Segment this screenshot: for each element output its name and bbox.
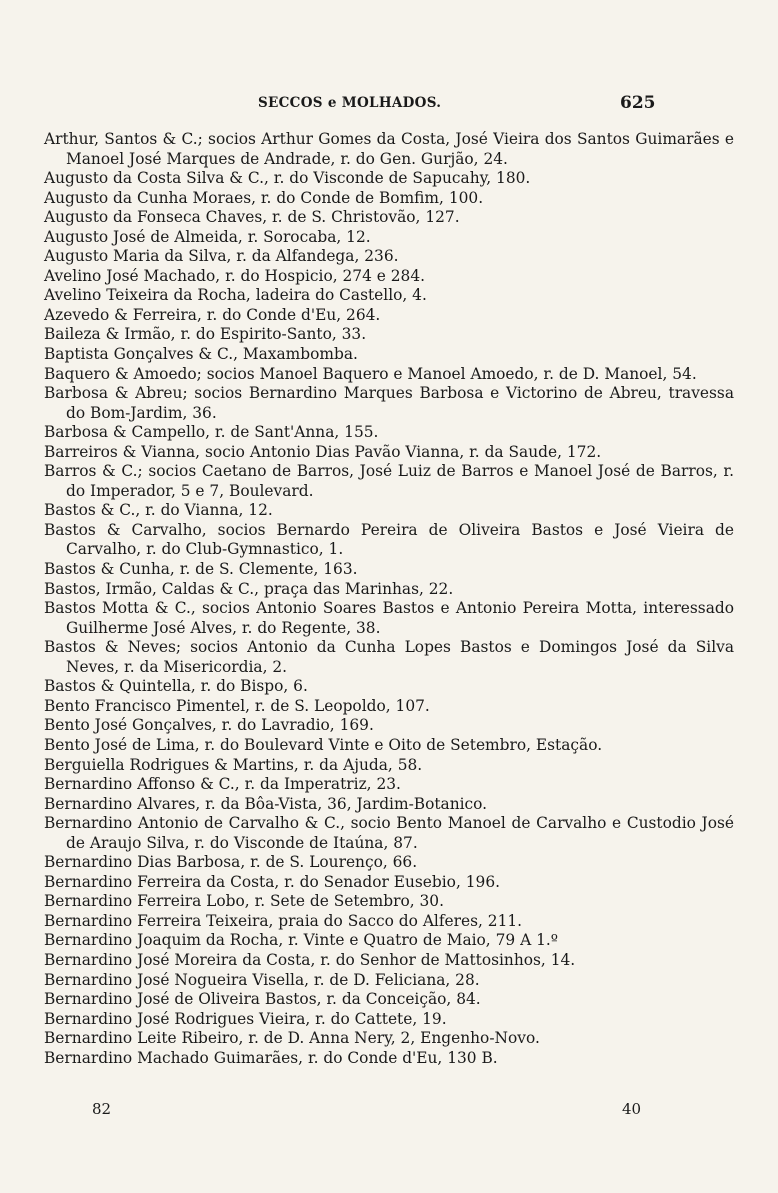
directory-entry: Bernardino Antonio de Carvalho & C., socio Bento Manoel de Carvalho e Custodio José de Araujo Silva, r. do Visconde de Itaúna, 87.: [44, 814, 734, 852]
directory-entry: Augusto Maria da Silva, r. da Alfandega, 236.: [44, 247, 399, 266]
directory-entry: Avelino Teixeira da Rocha, ladeira do Castello, 4.: [44, 286, 427, 305]
directory-entry: Bernardino Machado Guimarães, r. do Conde d'Eu, 130 B.: [44, 1048, 498, 1067]
directory-entry: Baileza & Irmão, r. do Espirito-Santo, 33.: [44, 325, 367, 344]
directory-entry: Baquero & Amoedo; socios Manoel Baquero e Manoel Amoedo, r. de D. Manoel, 54.: [44, 364, 697, 383]
directory-entry: Bernardino Joaquim da Rocha, r. Vinte e Quatro de Maio, 79 A 1.º: [44, 931, 558, 950]
directory-entry: Baptista Gonçalves & C., Maxambomba.: [44, 345, 358, 364]
directory-entry: Bernardino José Rodrigues Vieira, r. do Cattete, 19.: [44, 1009, 447, 1028]
signature-mark: 82: [92, 1100, 112, 1118]
running-head: SECCOS e MOLHADOS.: [258, 95, 442, 111]
directory-entry: Azevedo & Ferreira, r. do Conde d'Eu, 264.: [44, 305, 381, 324]
page-number: 625: [620, 93, 656, 113]
directory-entry: Bastos & Neves; socios Antonio da Cunha Lopes Bastos e Domingos José da Silva Neves, r. da Misericordia, 2.: [44, 638, 734, 676]
directory-entry: Bastos, Irmão, Caldas & C., praça das Marinhas, 22.: [44, 579, 454, 598]
page-header: [0, 93, 778, 117]
directory-entry: Bastos & Quintella, r. do Bispo, 6.: [44, 677, 308, 696]
directory-entry: Bernardino Alvares, r. da Bôa-Vista, 36, Jardim-Botanico.: [44, 794, 488, 813]
footer-number: 40: [622, 1100, 642, 1118]
directory-entry: Augusto da Fonseca Chaves, r. de S. Christovão, 127.: [44, 208, 460, 227]
directory-entry: Bernardino Ferreira Lobo, r. Sete de Setembro, 30.: [44, 892, 444, 911]
directory-listing: [44, 130, 734, 1068]
directory-entry: Barreiros & Vianna, socio Antonio Dias Pavão Vianna, r. da Saude, 172.: [44, 442, 602, 461]
directory-entry: Bernardino Affonso & C., r. da Imperatriz, 23.: [44, 775, 401, 794]
directory-entry: Bernardino Ferreira da Costa, r. do Senador Eusebio, 196.: [44, 872, 500, 891]
directory-entry: Barbosa & Campello, r. de Sant'Anna, 155.: [44, 423, 379, 442]
directory-entry: Barbosa & Abreu; socios Bernardino Marques Barbosa e Victorino de Abreu, travessa do Bom-Jardim, 36.: [44, 384, 734, 422]
directory-entry: Bernardino Ferreira Teixeira, praia do Sacco do Alferes, 211.: [44, 911, 523, 930]
directory-entry: Bento José Gonçalves, r. do Lavradio, 169.: [44, 716, 374, 735]
directory-entry: Augusto José de Almeida, r. Sorocaba, 12.: [44, 227, 371, 246]
directory-entry: Bento Francisco Pimentel, r. de S. Leopoldo, 107.: [44, 696, 430, 715]
directory-entry: Bento José de Lima, r. do Boulevard Vinte e Oito de Setembro, Estação.: [44, 735, 603, 754]
directory-entry: Avelino José Machado, r. do Hospicio, 274 e 284.: [44, 266, 426, 285]
directory-entry: Bernardino Leite Ribeiro, r. de D. Anna Nery, 2, Engenho-Novo.: [44, 1029, 540, 1048]
page-footer: [0, 1100, 778, 1120]
directory-entry: Bernardino José Moreira da Costa, r. do Senhor de Mattosinhos, 14.: [44, 950, 576, 969]
directory-entry: Bernardino José de Oliveira Bastos, r. da Conceição, 84.: [44, 990, 481, 1009]
directory-entry: Barros & C.; socios Caetano de Barros, José Luiz de Barros e Manoel José de Barros, r. do Imperador, 5 e 7, Boulevard.: [44, 462, 734, 500]
directory-entry: Berguiella Rodrigues & Martins, r. da Ajuda, 58.: [44, 755, 423, 774]
directory-entry: Bastos & Cunha, r. de S. Clemente, 163.: [44, 560, 358, 579]
directory-entry: Bastos & Carvalho, socios Bernardo Pereira de Oliveira Bastos e José Vieira de Carvalho, r. do Club-Gymnastico, 1.: [44, 520, 734, 559]
directory-entry: Arthur, Santos & C.; socios Arthur Gomes da Costa, José Vieira dos Santos Guimarães e Manoel José Marques de Andrade, r. do Gen. Gurjão, 24.: [44, 130, 734, 168]
directory-entry: Bastos & C., r. do Vianna, 12.: [44, 501, 273, 520]
directory-entry: Augusto da Cunha Moraes, r. do Conde de Bomfim, 100.: [44, 188, 484, 207]
directory-entry: Bernardino José Nogueira Visella, r. de D. Feliciana, 28.: [44, 970, 480, 989]
directory-entry: Augusto da Costa Silva & C., r. do Visconde de Sapucahy, 180.: [44, 169, 531, 188]
directory-entry: Bastos Motta & C., socios Antonio Soares Bastos e Antonio Pereira Motta, interessado Guilherme José Alves, r. do Regente, 38.: [44, 599, 734, 637]
directory-entry: Bernardino Dias Barbosa, r. de S. Lourenço, 66.: [44, 853, 418, 872]
